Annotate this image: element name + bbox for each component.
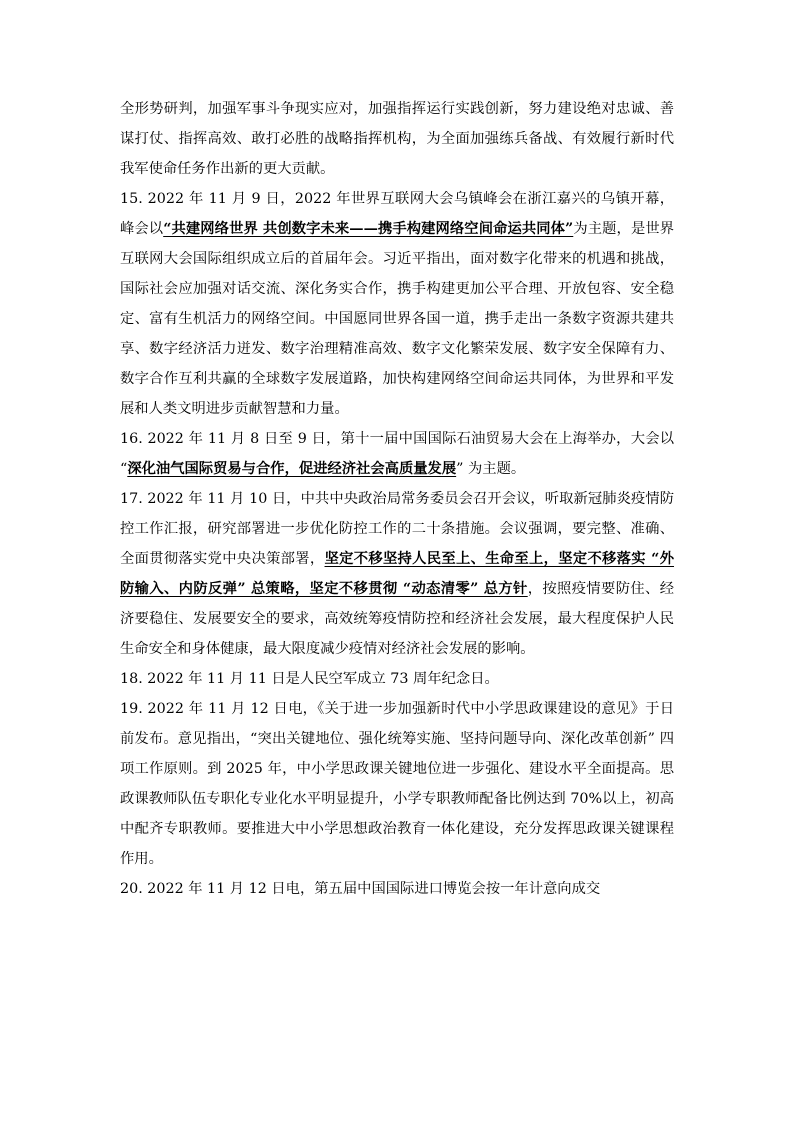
paragraph-text: 20. 2022 年 11 月 12 日电，第五届中国国际进口博览会按一年计意向成交 <box>120 881 601 897</box>
paragraph-item-19 <box>120 694 674 874</box>
paragraph-text: ” 为主题。 <box>456 461 526 477</box>
paragraph-text: 15. 2022 年 11 月 9 日，2022 年世界互联网大会乌镇峰会在浙江嘉兴的乌镇开幕，峰会以 <box>120 191 674 237</box>
document-page <box>120 94 674 904</box>
paragraph-item-17 <box>120 484 674 664</box>
paragraph-text: 19. 2022 年 11 月 12 日电，《关于进一步加强新时代中小学思政课建设的意见》于日前发布。意见指出，“突出关键地位、强化统筹实施、坚持问题导向、深化改革创新” 四项工作原则。到 2025 年，中小学思政课关键地位进一步强化、建设水平全面提高。思政课教师队伍专职化专业化水平明显提升，小学专职教师配备比例达到 70%以上，初高中配齐专职教师。要推进大中小学思想政治教育一体化建设，充分发挥思政课关键课程作用。 <box>120 701 674 867</box>
paragraph-item-20 <box>120 874 674 904</box>
paragraph-text: ，按照疫情要防住、经济要稳住、发展要安全的要求，高效统筹疫情防控和经济社会发展，最大程度保护人民生命安全和身体健康，最大限度减少疫情对经济社会发展的影响。 <box>120 581 675 657</box>
paragraph-item-18 <box>120 664 674 694</box>
emphasized-theme: “共建网络世界 共创数字未来——携手构建网络空间命运共同体” <box>163 221 574 237</box>
paragraph-item-16 <box>120 424 674 484</box>
emphasized-theme: 深化油气国际贸易与合作，促进经济社会高质量发展 <box>127 461 457 477</box>
paragraph-text: 16. 2022 年 11 月 8 日至 9 日，第十一届中国国际石油贸易大会在上海举办，大会以 “ <box>120 431 674 477</box>
paragraph-text: 17. 2022 年 11 月 10 日，中共中央政治局常务委员会召开会议，听取新冠肺炎疫情防控工作汇报，研究部署进一步优化防控工作的二十条措施。会议强调，要完整、准确、全面贯彻落实党中央决策部署， <box>120 491 674 567</box>
paragraph-continuation <box>120 94 674 184</box>
paragraph-item-15 <box>120 184 674 424</box>
paragraph-text: 为主题，是世界互联网大会国际组织成立后的首届年会。习近平指出，面对数字化带来的机遇和挑战，国际社会应加强对话交流、深化务实合作，携手构建更加公平合理、开放包容、安全稳定、富有生机活力的网络空间。中国愿同世界各国一道，携手走出一条数字资源共建共享、数字经济活力迸发、数字治理精准高效、数字文化繁荣发展、数字安全保障有力、数字合作互利共赢的全球数字发展道路，加快构建网络空间命运共同体，为世界和平发展和人类文明进步贡献智慧和力量。 <box>120 221 675 417</box>
paragraph-text: 全形势研判，加强军事斗争现实应对，加强指挥运行实践创新，努力建设绝对忠诚、善谋打仗、指挥高效、敢打必胜的战略指挥机构，为全面加强练兵备战、有效履行新时代我军使命任务作出新的更大贡献。 <box>120 101 674 177</box>
paragraph-text: 18. 2022 年 11 月 11 日是人民空军成立 73 周年纪念日。 <box>120 671 499 687</box>
emphasized-policy: 坚定不移坚持人民至上、生命至上，坚定不移落实 “外防输入、内防反弹” 总策略，坚定不移贯彻 “动态清零” 总方针 <box>120 551 675 597</box>
